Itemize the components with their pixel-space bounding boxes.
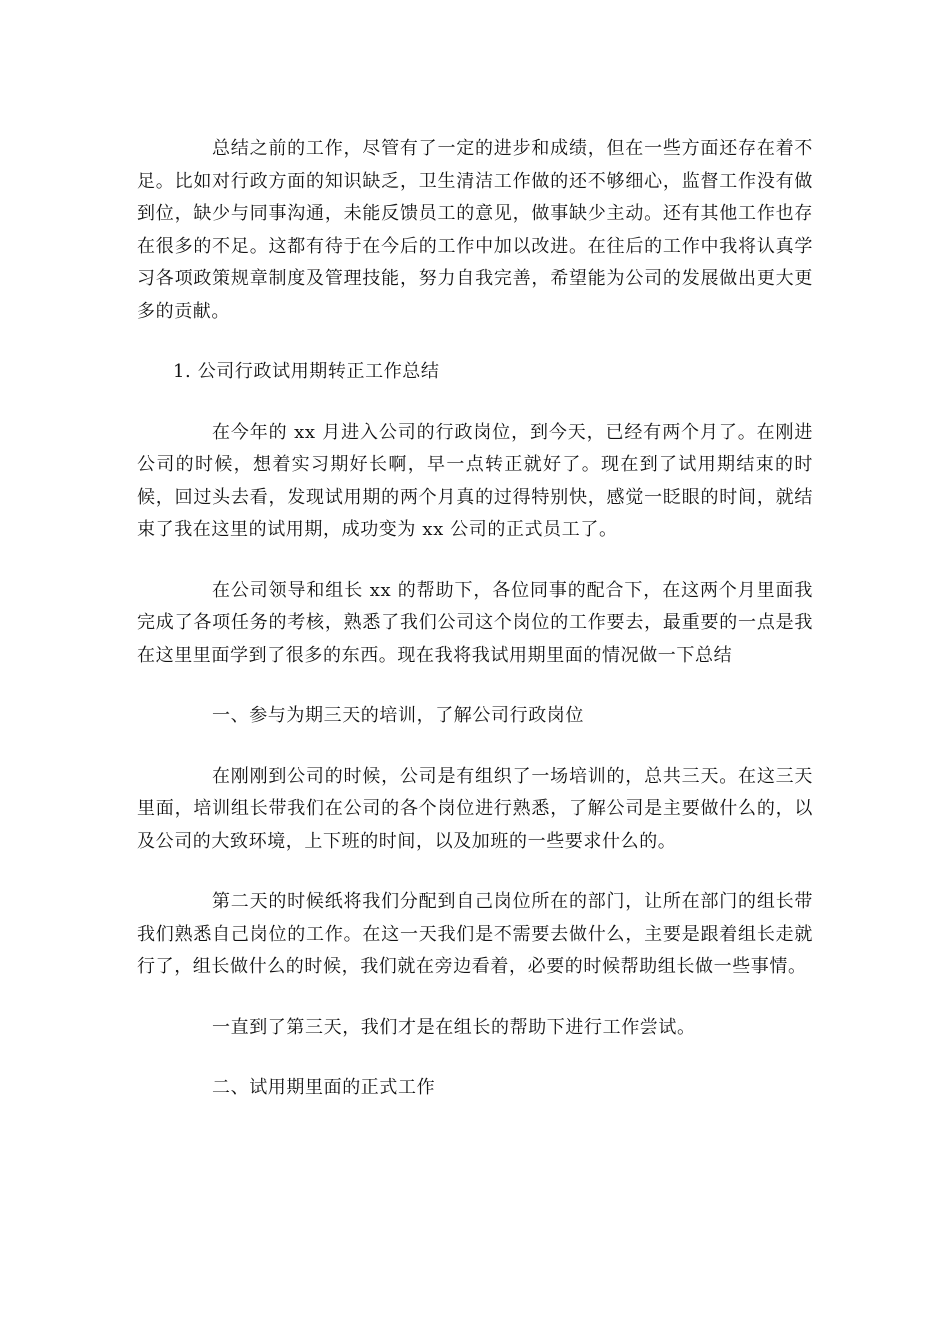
- subheading-formal-work: 二、试用期里面的正式工作: [212, 1077, 436, 1098]
- paragraph-training-day2: 第二天的时候纸将我们分配到自己岗位所在的部门，让所在部门的组长带我们熟悉自己岗位的工作。在这一天我们是不需要去做什么，主要是跟着组长走就行了，组长做什么的时候，我们就在旁边看着，必要的时候帮助组长做一些事情。: [137, 891, 813, 977]
- paragraph-summary: 总结之前的工作，尽管有了一定的进步和成绩，但在一些方面还存在着不足。比如对行政方面的知识缺乏，卫生清洁工作做的还不够细心，监督工作没有做到位，缺少与同事沟通，未能反馈员工的意见，做事缺少主动。还有其他工作也存在很多的不足。这都有待于在今后的工作中加以改进。在往后的工作中我将认真学习各项政策规章制度及管理技能，努力自我完善，希望能为公司的发展做出更大更多的贡献。: [137, 138, 813, 322]
- document-body: [137, 133, 813, 1133]
- paragraph-thanks: 在公司领导和组长 xx 的帮助下，各位同事的配合下，在这两个月里面我完成了各项任务的考核，熟悉了我们公司这个岗位的工作要去，最重要的一点是我在这里里面学到了很多的东西。现在我将我试用期里面的情况做一下总结: [137, 579, 813, 666]
- subheading-training: 一、参与为期三天的培训，了解公司行政岗位: [212, 705, 584, 726]
- section-heading-1: 1. 公司行政试用期转正工作总结: [173, 361, 440, 382]
- paragraph-intro: 在今年的 xx 月进入公司的行政岗位，到今天，已经有两个月了。在刚进公司的时候，想着实习期好长啊，早一点转正就好了。现在到了试用期结束的时候，回过头去看，发现试用期的两个月真的过得特别快，感觉一眨眼的时间，就结束了我在这里的试用期，成功变为 xx 公司的正式员工了。: [137, 421, 813, 540]
- paragraph-training-day1: 在刚刚到公司的时候，公司是有组织了一场培训的，总共三天。在这三天里面，培训组长带我们在公司的各个岗位进行熟悉，了解公司是主要做什么的，以及公司的大致环境，上下班的时间，以及加班的一些要求什么的。: [137, 765, 813, 852]
- paragraph-training-day3: 一直到了第三天，我们才是在组长的帮助下进行工作尝试。: [212, 1016, 696, 1038]
